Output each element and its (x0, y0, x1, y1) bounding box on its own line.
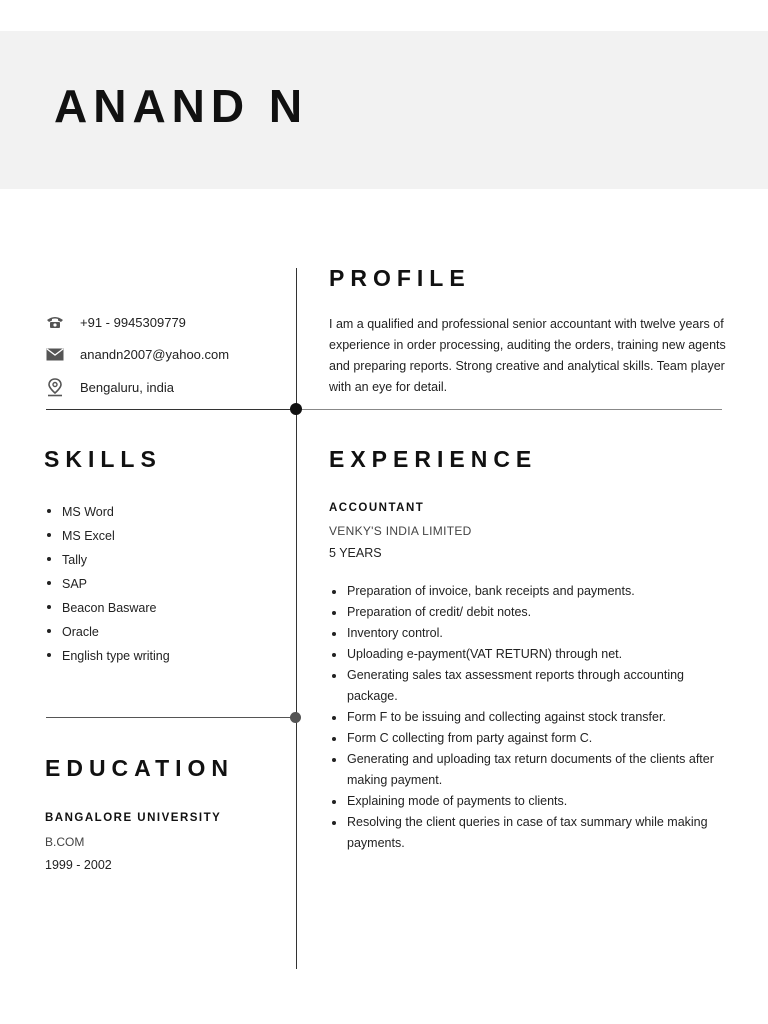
duty-item: Resolving the client queries in case of tax summary while making payments. (330, 812, 730, 854)
university-name: BANGALORE UNIVERSITY (45, 812, 222, 824)
skill-item: SAP (45, 572, 170, 596)
degree: B.COM (45, 835, 85, 849)
contact-phone (44, 312, 186, 332)
duty-item: Uploading e-payment(VAT RETURN) through net. (330, 644, 730, 665)
candidate-name: ANAND N (54, 80, 309, 132)
envelope-icon (44, 344, 66, 364)
phone-number: +91 - 9945309779 (80, 314, 186, 330)
duty-item: Explaining mode of payments to clients. (330, 791, 730, 812)
divider-node-top (290, 403, 302, 415)
duty-item: Preparation of credit/ debit notes. (330, 602, 730, 623)
job-duration: 5 YEARS (329, 546, 382, 560)
skill-item: Tally (45, 548, 170, 572)
map-pin-icon (44, 377, 66, 397)
email-address: anandn2007@yahoo.com (80, 346, 230, 362)
duty-item: Form C collecting from party against form C. (330, 728, 730, 749)
job-title: ACCOUNTANT (329, 502, 425, 514)
skill-item: Oracle (45, 620, 170, 644)
profile-text: I am a qualified and professional senior accountant with twelve years of experience in order processing, auditing the orders, training new agents and preparing reports. Strong creative and analytical skills. Team player with an eye for detail. (329, 317, 726, 394)
divider-node-bottom (290, 712, 301, 723)
experience-title: EXPERIENCE (329, 446, 538, 472)
duty-item: Form F to be issuing and collecting against stock transfer. (330, 707, 730, 728)
duty-item: Inventory control. (330, 623, 730, 644)
divider-left-bottom (46, 717, 296, 718)
skill-item: MS Word (45, 500, 170, 524)
location: Bengaluru, india (80, 379, 174, 395)
skills-title: SKILLS (44, 446, 162, 472)
phone-icon (44, 312, 66, 332)
skill-item: Beacon Basware (45, 596, 170, 620)
profile-title: PROFILE (329, 265, 471, 291)
contact-email (44, 344, 229, 364)
duty-item: Generating and uploading tax return documents of the clients after making payment. (330, 749, 730, 791)
education-title: EDUCATION (45, 755, 235, 781)
education-years: 1999 - 2002 (45, 858, 112, 872)
skill-item: English type writing (45, 644, 170, 668)
skill-item: MS Excel (45, 524, 170, 548)
duty-item: Generating sales tax assessment reports through accounting package. (330, 665, 730, 707)
vertical-divider (296, 268, 297, 969)
divider-left-top (46, 409, 296, 410)
contact-location (44, 377, 174, 397)
experience-duties-list (330, 581, 730, 854)
company-name: VENKY'S INDIA LIMITED (329, 524, 472, 538)
divider-right-top (296, 409, 722, 410)
duty-item: Preparation of invoice, bank receipts and payments. (330, 581, 730, 602)
skills-list (45, 500, 170, 668)
